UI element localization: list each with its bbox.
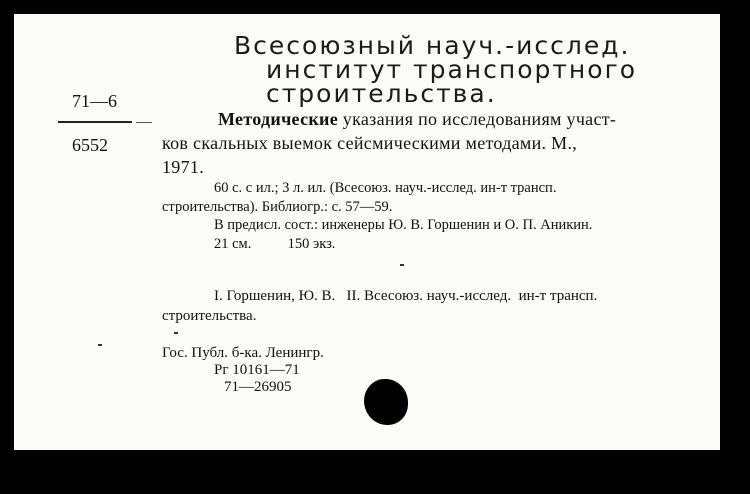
handwriting-line-1: Всесоюзный науч.-исслед. [234, 31, 631, 60]
title-line-3: 1971. [162, 157, 204, 177]
description-line-1: 60 с. с ил.; 3 л. ил. (Всесоюз. науч.-исслед. ин-т трансп. [214, 180, 557, 196]
call-number-bottom: 6552 [72, 135, 108, 155]
speck [98, 344, 102, 346]
description-line-4: 21 см. 150 экз. [214, 236, 336, 252]
call-number-top: 71—6 [72, 91, 117, 111]
title-rest: указания по исследованиям участ- [338, 109, 617, 129]
tracings [162, 286, 720, 326]
speck [174, 332, 178, 334]
tracing-line-2: строительства. [162, 308, 257, 324]
title-main-word: Методические [218, 109, 338, 129]
handwritten-annotation [226, 31, 720, 108]
catalog-card [14, 14, 720, 450]
library-line-2: Рг 10161—71 [214, 362, 300, 378]
library-stamp [162, 345, 324, 396]
ink-blot [364, 379, 408, 425]
notes [162, 216, 720, 254]
library-line-3: 71—26905 [224, 379, 292, 395]
library-line-1: Гос. Публ. б-ка. Ленингр. [162, 345, 324, 361]
handwriting-line-2: институт транспортного [266, 55, 638, 84]
speck [400, 264, 404, 266]
title-entry [162, 107, 720, 179]
tracing-line-1: I. Горшенин, Ю. В. II. Всесоюз. науч.-исслед. ин-т трансп. [214, 288, 598, 304]
call-number-divider-tail [136, 122, 152, 123]
physical-description [162, 179, 720, 217]
description-line-3: В предисл. сост.: инженеры Ю. В. Горшенин и О. П. Аникин. [214, 217, 593, 233]
handwriting-line-3: строительства. [266, 79, 497, 108]
title-line-2: ков скальных выемок сейсмическими методами. М., [162, 133, 578, 153]
call-number-divider [58, 121, 132, 123]
description-line-2: строительства). Библиогр.: с. 57—59. [162, 199, 393, 215]
